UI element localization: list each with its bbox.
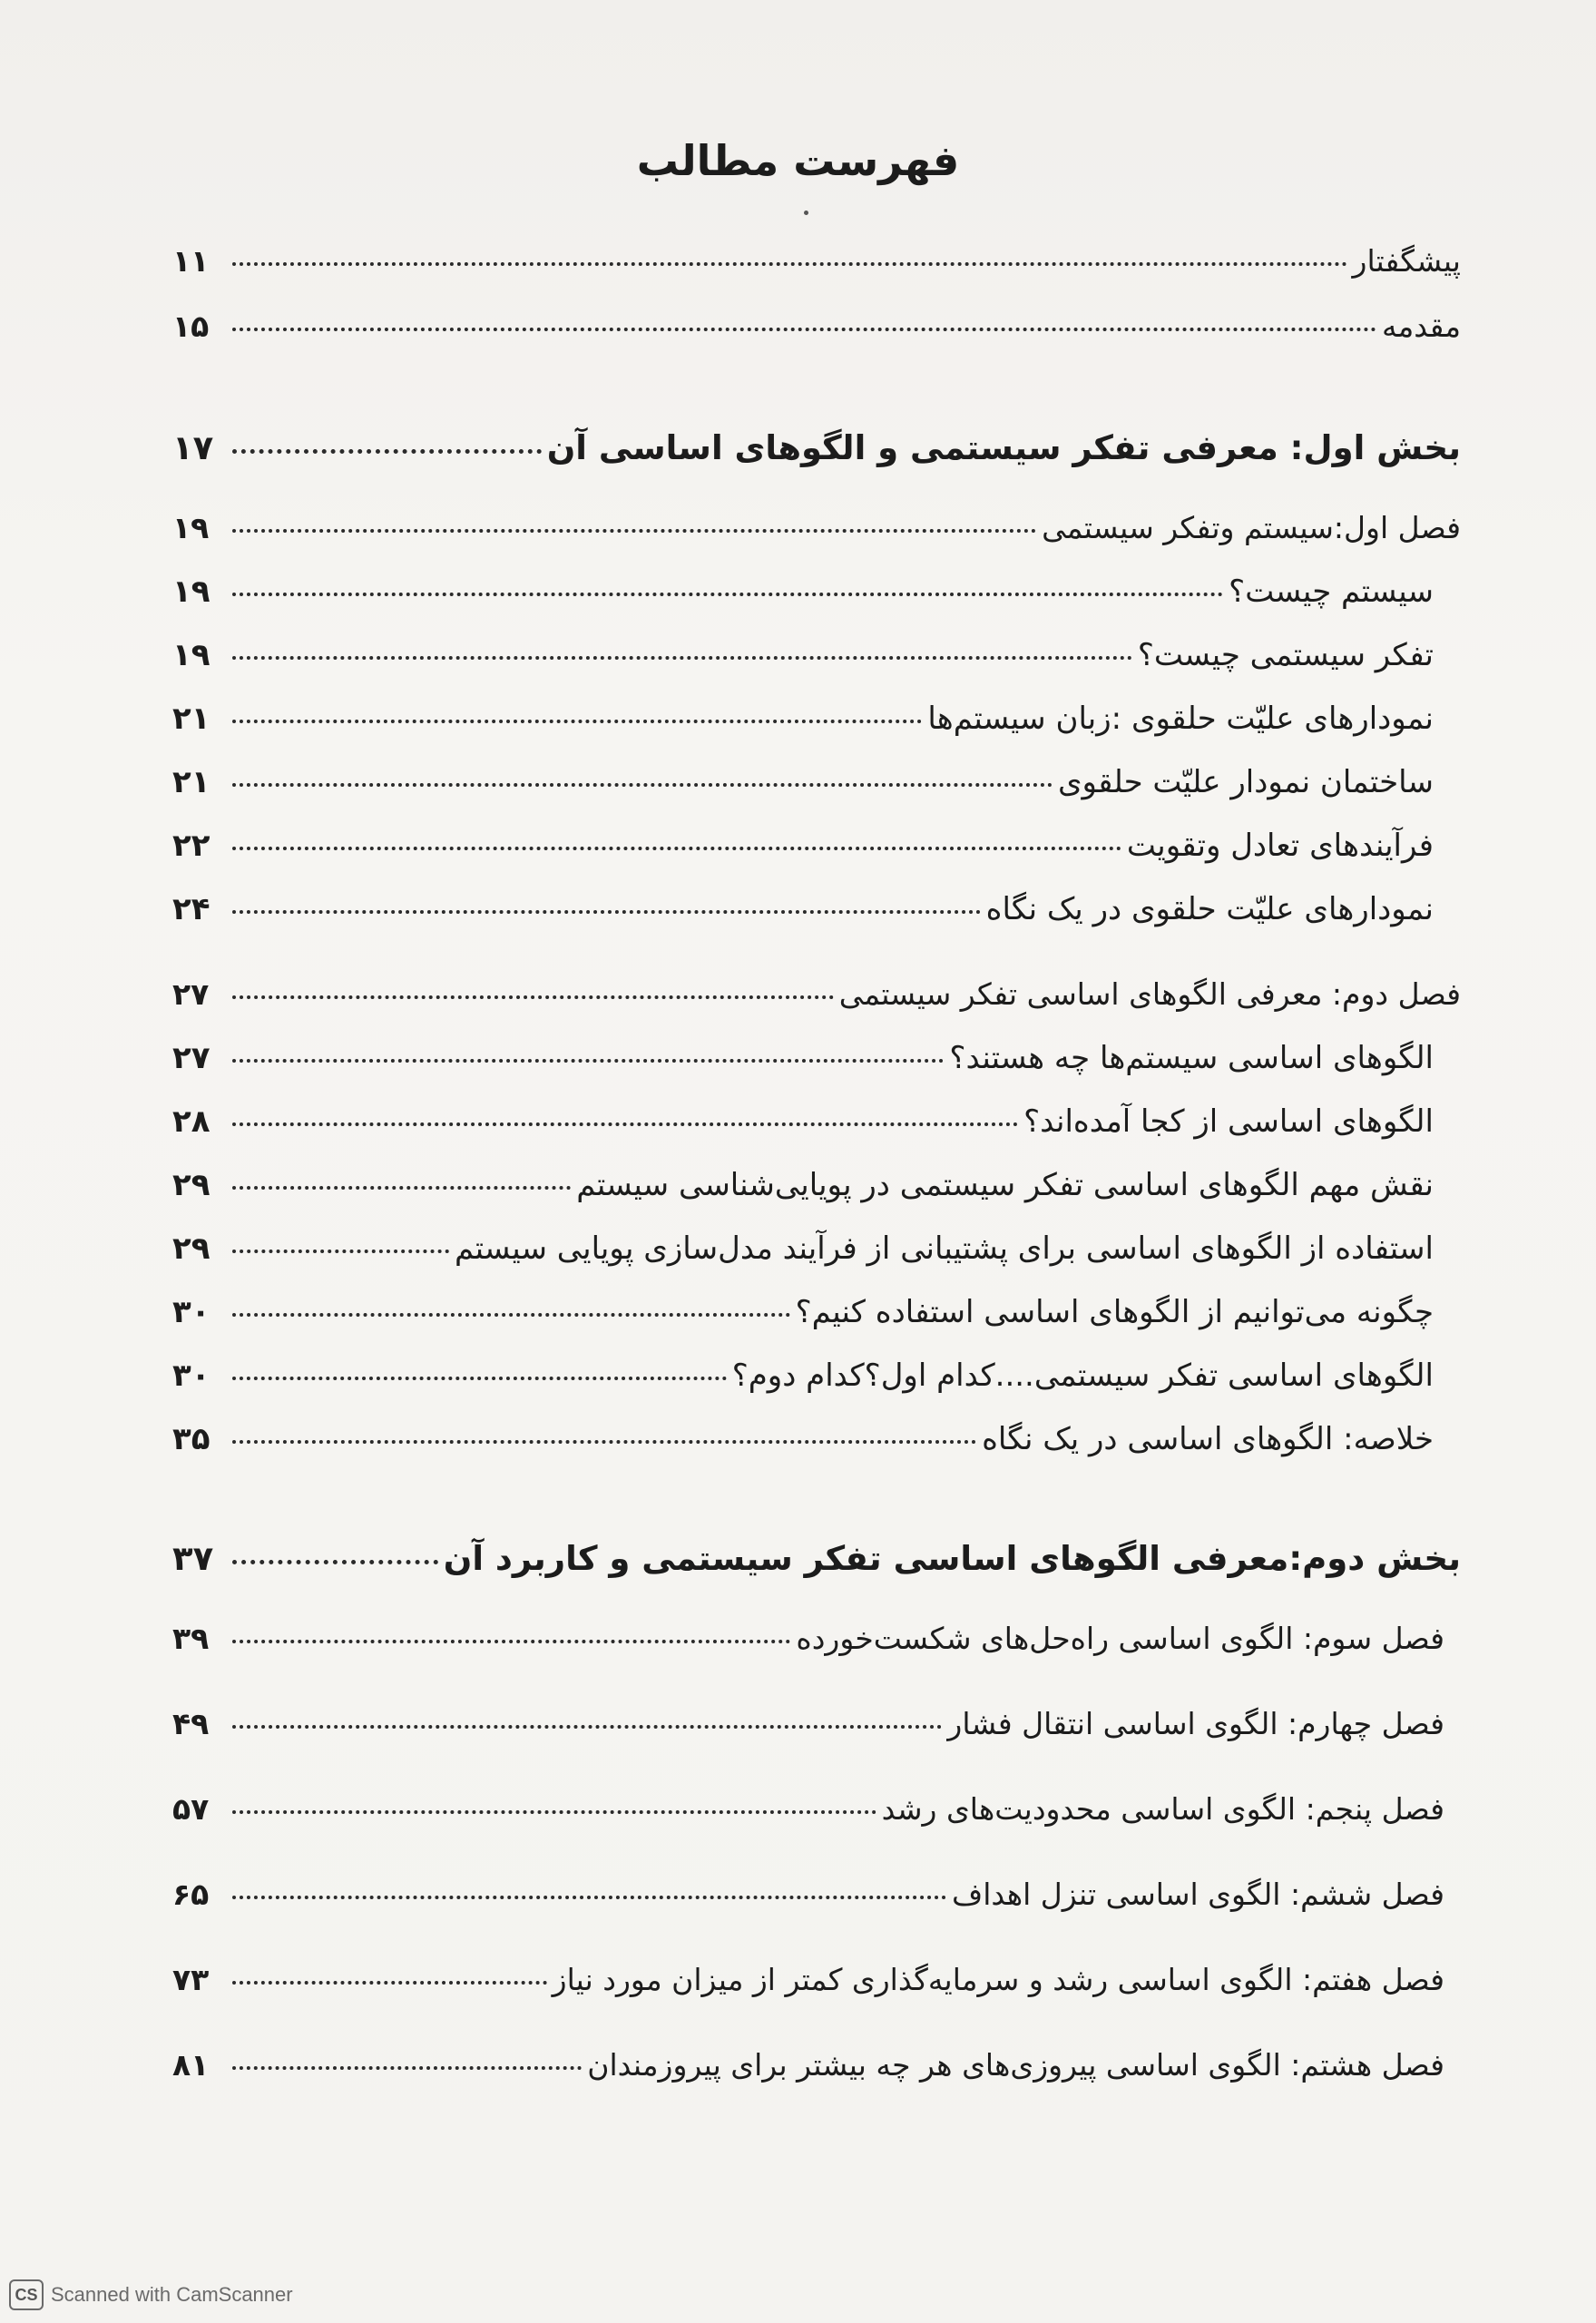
toc-section bbox=[172, 1421, 1461, 1485]
toc-section-page: ۲۴ bbox=[172, 891, 211, 927]
dot-leader bbox=[232, 1640, 790, 1643]
toc-chapter-label: فصل چهارم: الگوی اساسی انتقال فشار bbox=[947, 1706, 1444, 1741]
dot-leader bbox=[232, 1122, 1018, 1126]
toc-section-page: ۲۸ bbox=[172, 1103, 211, 1140]
toc-section-label: استفاده از الگوهای اساسی برای پشتیبانی از فرآیند مدل‌سازی پویایی سیستم bbox=[455, 1230, 1434, 1267]
toc-section-page: ۲۹ bbox=[172, 1167, 211, 1203]
toc-section bbox=[172, 573, 1461, 637]
toc-part-1 bbox=[172, 428, 1461, 510]
toc-chapter-label: فصل دوم: معرفی الگوهای اساسی تفکر سیستمی bbox=[838, 976, 1461, 1012]
toc-entry-preface bbox=[172, 243, 1461, 309]
toc-chapter-page: ۴۹ bbox=[172, 1706, 210, 1741]
toc-chapter-page: ۱۹ bbox=[172, 510, 210, 545]
toc-section-label: ساختمان نمودار علیّت حلقوی bbox=[1057, 764, 1434, 800]
watermark-text: Scanned with CamScanner bbox=[51, 2283, 293, 2306]
title-dot bbox=[804, 211, 808, 215]
dot-leader bbox=[232, 720, 922, 723]
toc-section-page: ۳۰ bbox=[172, 1358, 211, 1394]
dot-leader bbox=[232, 1186, 571, 1190]
toc-chapter-page: ۸۱ bbox=[172, 2047, 210, 2083]
toc-entry-label: پیشگفتار bbox=[1352, 243, 1461, 279]
toc-chapter-7 bbox=[172, 1962, 1461, 2047]
toc-section-label: سیستم چیست؟ bbox=[1229, 573, 1434, 610]
camscanner-logo-icon: CS bbox=[9, 2279, 44, 2310]
dot-leader bbox=[232, 328, 1376, 331]
toc-section-label: چگونه می‌توانیم از الگوهای اساسی استفاده کنیم؟ bbox=[795, 1294, 1434, 1330]
toc-section-label: الگوهای اساسی سیستم‌ها چه هستند؟ bbox=[949, 1040, 1434, 1076]
dot-leader bbox=[232, 2066, 582, 2070]
toc-section-label: الگوهای اساسی از کجا آمده‌اند؟ bbox=[1023, 1103, 1434, 1140]
dot-leader bbox=[232, 1725, 942, 1729]
toc-chapter-page: ۶۵ bbox=[172, 1877, 210, 1912]
toc-entry-introduction bbox=[172, 309, 1461, 374]
dot-leader bbox=[232, 1560, 438, 1564]
toc-chapter-2 bbox=[172, 976, 1461, 1040]
toc-section-page: ۱۹ bbox=[172, 573, 211, 610]
toc-section-page: ۱۹ bbox=[172, 637, 211, 673]
toc-section bbox=[172, 637, 1461, 701]
toc-part-2 bbox=[172, 1539, 1461, 1621]
toc-section-label: خلاصه: الگوهای اساسی در یک نگاه bbox=[982, 1421, 1434, 1457]
scanner-watermark bbox=[9, 2279, 293, 2310]
toc-part-label: بخش دوم:معرفی الگوهای اساسی تفکر سیستمی و کاربرد آن bbox=[443, 1539, 1461, 1578]
dot-leader bbox=[232, 995, 834, 999]
toc-part-page: ۱۷ bbox=[172, 428, 214, 467]
dot-leader bbox=[232, 1896, 946, 1899]
dot-leader bbox=[232, 1313, 790, 1317]
toc-section-label: الگوهای اساسی تفکر سیستمی....کدام اول؟کدام دوم؟ bbox=[731, 1358, 1434, 1394]
toc-chapter-label: فصل پنجم: الگوی اساسی محدودیت‌های رشد bbox=[881, 1791, 1444, 1827]
dot-leader bbox=[232, 593, 1223, 596]
dot-leader bbox=[232, 449, 542, 454]
dot-leader bbox=[232, 656, 1132, 660]
dot-leader bbox=[232, 910, 981, 914]
toc-section-page: ۳۰ bbox=[172, 1294, 211, 1330]
toc-section-label: فرآیندهای تعادل وتقویت bbox=[1126, 828, 1434, 864]
dot-leader bbox=[232, 783, 1053, 787]
toc-chapter-5 bbox=[172, 1791, 1461, 1877]
toc-chapter-label: فصل هفتم: الگوی اساسی رشد و سرمایه‌گذاری کمتر از میزان مورد نیاز bbox=[552, 1962, 1444, 1997]
toc-section-label: نمودارهای علیّت حلقوی :زبان سیستم‌ها bbox=[927, 701, 1434, 737]
toc-chapter-3 bbox=[172, 1621, 1461, 1706]
toc-chapter-6 bbox=[172, 1877, 1461, 1962]
toc-section bbox=[172, 891, 1461, 955]
toc-section bbox=[172, 828, 1461, 891]
toc-chapter-page: ۲۷ bbox=[172, 976, 210, 1012]
toc-section-page: ۲۱ bbox=[172, 764, 211, 800]
toc-section-page: ۳۵ bbox=[172, 1421, 211, 1457]
toc-entry-label: مقدمه bbox=[1381, 309, 1461, 344]
toc-section bbox=[172, 1103, 1461, 1167]
toc-section-label: نمودارهای علیّت حلقوی در یک نگاه bbox=[985, 891, 1434, 927]
toc-chapter-page: ۵۷ bbox=[172, 1791, 210, 1827]
toc-section bbox=[172, 1358, 1461, 1421]
toc-section-label: تفکر سیستمی چیست؟ bbox=[1137, 637, 1434, 673]
dot-leader bbox=[232, 262, 1347, 266]
page-title: فهرست مطالب bbox=[636, 136, 960, 185]
dot-leader bbox=[232, 1059, 944, 1063]
dot-leader bbox=[232, 1377, 727, 1380]
toc-section-page: ۲۱ bbox=[172, 701, 211, 737]
dot-leader bbox=[232, 1250, 449, 1253]
toc-entry-page: ۱۱ bbox=[172, 243, 210, 279]
dot-leader bbox=[232, 1810, 876, 1814]
toc-section bbox=[172, 701, 1461, 764]
toc-chapter-1 bbox=[172, 510, 1461, 573]
toc-chapter-label: فصل ششم: الگوی اساسی تنزل اهداف bbox=[952, 1877, 1444, 1912]
toc-section-page: ۲۷ bbox=[172, 1040, 211, 1076]
toc-chapter-4 bbox=[172, 1706, 1461, 1791]
toc-section bbox=[172, 1294, 1461, 1358]
toc-chapter-label: فصل اول:سیستم وتفکر سیستمی bbox=[1042, 510, 1461, 545]
toc-section bbox=[172, 1167, 1461, 1230]
toc-chapter-label: فصل هشتم: الگوی اساسی پیروزی‌های هر چه بیشتر برای پیروزمندان bbox=[587, 2047, 1444, 2083]
toc-part-label: بخش اول: معرفی تفکر سیستمی و الگوهای اساسی آن bbox=[546, 428, 1461, 467]
toc-section-page: ۲۲ bbox=[172, 828, 211, 864]
dot-leader bbox=[232, 847, 1121, 850]
toc-section bbox=[172, 1040, 1461, 1103]
dot-leader bbox=[232, 1440, 976, 1444]
toc-section bbox=[172, 1230, 1461, 1294]
toc-part-page: ۳۷ bbox=[172, 1539, 214, 1578]
toc-section bbox=[172, 764, 1461, 828]
toc-section-page: ۲۹ bbox=[172, 1230, 211, 1267]
table-of-contents bbox=[172, 243, 1461, 2132]
toc-chapter-8 bbox=[172, 2047, 1461, 2132]
toc-chapter-page: ۷۳ bbox=[172, 1962, 210, 1997]
toc-chapter-page: ۳۹ bbox=[172, 1621, 210, 1656]
toc-section-label: نقش مهم الگوهای اساسی تفکر سیستمی در پویایی‌شناسی سیستم bbox=[576, 1167, 1434, 1203]
dot-leader bbox=[232, 1981, 547, 1985]
dot-leader bbox=[232, 529, 1036, 533]
toc-entry-page: ۱۵ bbox=[172, 309, 210, 344]
toc-chapter-label: فصل سوم: الگوی اساسی راه‌حل‌های شکست‌خورده bbox=[796, 1621, 1444, 1656]
